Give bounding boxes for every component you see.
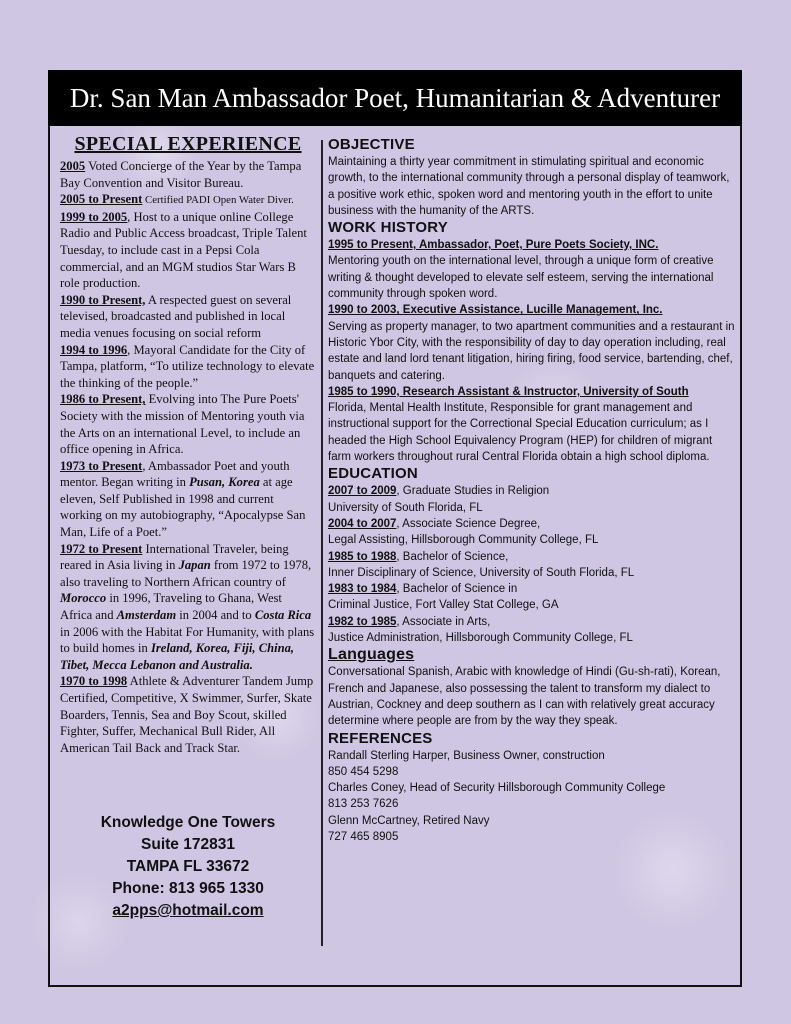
education-item bbox=[328, 549, 738, 565]
education-degree: , Graduate Studies in Religion bbox=[396, 485, 550, 498]
experience-text: in 2004 and to bbox=[176, 608, 255, 623]
frame-left-border bbox=[48, 126, 50, 986]
education-degree: , Associate Science Degree, bbox=[396, 517, 541, 530]
work-item-text: Serving as property manager, to two apartment communities and a restaurant in Historic Ybor City, with the responsibility of day to day operation including, real estate and land lord tenant litigation, hiring firing, food service, bartending, chef, banquets and catering. bbox=[328, 320, 735, 382]
work-item-text: Florida, Mental Health Institute, Responsible for grant management and instructional support for the Correctional Special Education curriculum; as I headed the High School Equivalency Program (HEP) for children of migrant farm workers throughout rural Central Florida obtain a high school diploma. bbox=[328, 402, 713, 464]
experience-year: 1973 to Present bbox=[60, 458, 143, 473]
education-year: 1985 to 1988 bbox=[328, 550, 397, 563]
experience-place: Ireland, Korea, Fiji, China, Tibet, Mecca Lebanon and Australia. bbox=[60, 641, 295, 672]
experience-entry bbox=[60, 209, 316, 292]
experience-year: 1986 to Present, bbox=[60, 392, 146, 407]
frame-bottom-border bbox=[48, 985, 742, 987]
reference-line: Glenn McCartney, Retired Navy bbox=[328, 814, 490, 827]
work-item-title: 1990 to 2003, Executive Assistance, Lucille Management, Inc. bbox=[328, 304, 663, 317]
experience-place: Amsterdam bbox=[116, 608, 177, 623]
experience-year: 2005 bbox=[60, 159, 86, 173]
experience-entry bbox=[60, 391, 316, 457]
education-item bbox=[328, 614, 738, 630]
experience-entry bbox=[60, 342, 316, 392]
experience-year: 2005 to Present bbox=[60, 192, 143, 207]
objective-text: Maintaining a thirty year commitment in stimulating spiritual and economic growth, to the international community through a personal display of teamwork, a positive work ethic, spoken word and mentoring youth in the effort to unite business with the humanity of the ARTS. bbox=[328, 156, 730, 217]
experience-entry bbox=[60, 292, 316, 342]
contact-building: Knowledge One Towers bbox=[100, 814, 276, 831]
education-degree: , Associate in Arts, bbox=[396, 615, 491, 628]
languages-heading: Languages bbox=[328, 646, 415, 664]
contact-block bbox=[60, 812, 316, 922]
special-experience-heading: SPECIAL EXPERIENCE bbox=[74, 133, 302, 155]
experience-place: Morocco bbox=[60, 591, 107, 606]
education-year: 1982 to 1985 bbox=[328, 615, 397, 628]
experience-text: International Traveler, being reared in Asia living in bbox=[60, 541, 289, 573]
experience-year: 1970 to 1998 bbox=[60, 674, 128, 689]
experience-text: Evolving into The Pure Poets' Society with the mission of Mentoring youth via the Arts on an international Level, to include an office opening in Africa. bbox=[60, 392, 305, 457]
education-degree: , Bachelor of Science in bbox=[396, 583, 518, 596]
experience-place: Pusan, Korea bbox=[189, 475, 260, 490]
education-item bbox=[328, 581, 738, 597]
page-title: Dr. San Man Ambassador Poet, Humanitarian & Adventurer bbox=[48, 70, 742, 126]
education-item bbox=[328, 483, 738, 499]
experience-year: 1999 to 2005 bbox=[60, 209, 128, 224]
experience-entry bbox=[60, 458, 316, 541]
reference-line: 813 253 7626 bbox=[328, 798, 399, 811]
reference-line: 727 465 8905 bbox=[328, 830, 399, 843]
education-item bbox=[328, 516, 738, 532]
experience-text: , Ambassador Poet and youth mentor. Began writing in bbox=[60, 458, 290, 490]
right-column bbox=[328, 136, 738, 845]
experience-text: A respected guest on several televised, broadcasted and published in local media venues focusing on social reform bbox=[60, 292, 292, 340]
contact-email-link[interactable]: a2pps@hotmail.com bbox=[112, 902, 264, 919]
education-school: Justice Administration, Hillsborough Community College, FL bbox=[328, 632, 633, 645]
work-item-text: Mentoring youth on the international level, through a unique form of creative writing & thought developed to elevate self esteem, serving the international community through spoken word. bbox=[328, 255, 714, 301]
experience-text: in 1996, Traveling to Ghana, West Africa and bbox=[60, 591, 282, 623]
education-school: University of South Florida, FL bbox=[328, 501, 483, 514]
column-divider bbox=[321, 140, 323, 946]
experience-text: Voted Concierge of the Year by the Tampa Bay Convention and Visitor Bureau. bbox=[60, 159, 302, 190]
experience-text: , Host to a unique online College Radio and Public Access broadcast, Triple Talent Tuesday, to include cast in a Pepsi Cola commercial, and an MGM studios Star Wars B role production. bbox=[60, 209, 307, 291]
objective-heading: OBJECTIVE bbox=[328, 136, 415, 153]
contact-phone: Phone: 813 965 1330 bbox=[112, 880, 264, 897]
reference-line: 850 454 5298 bbox=[328, 765, 399, 778]
experience-year: 1990 to Present, bbox=[60, 292, 146, 307]
experience-entry bbox=[60, 541, 316, 674]
special-experience-section bbox=[60, 133, 316, 756]
experience-text: at age eleven, Self Published in 1998 and current working on my autobiography, “Apocalypse San Man, Life of a Poet.” bbox=[60, 475, 306, 540]
experience-entry bbox=[60, 158, 316, 191]
education-school: Legal Assisting, Hillsborough Community College, FL bbox=[328, 534, 599, 547]
education-school: Criminal Justice, Fort Valley Stat College, GA bbox=[328, 599, 559, 612]
experience-text: from 1972 to 1978, also traveling to Northern African country of bbox=[60, 558, 312, 589]
work-item-title: 1985 to 1990, Research Assistant & Instructor, University of South bbox=[328, 385, 689, 398]
languages-text: Conversational Spanish, Arabic with knowledge of Hindi (Gu-sh-rati), Korean, French and Japanese, also possessing the talent to transform my dialect to Austrian, Cockney and deep southern as I can with relatively great accuracy determine where people are from by the way they speak. bbox=[328, 666, 721, 728]
experience-place: Costa Rica bbox=[254, 608, 312, 623]
experience-entry bbox=[60, 673, 316, 756]
reference-line: Charles Coney, Head of Security Hillsborough Community College bbox=[328, 782, 666, 795]
experience-text: Certified PADI Open Water Diver. bbox=[142, 194, 294, 207]
experience-year: 1994 to 1996 bbox=[60, 342, 128, 357]
experience-text: Athlete & Adventurer Tandem Jump Certified, Competitive, X Swimmer, Surfer, Skate Boarders, Tennis, Sea and Boy Scout, skilled Fighter, Suffer, Mechanical Bull Rider, All American Tail Back and Track Star. bbox=[60, 674, 314, 755]
references-heading: REFERENCES bbox=[328, 729, 433, 747]
work-item-title: 1995 to Present, Ambassador, Poet, Pure Poets Society, INC. bbox=[328, 239, 659, 252]
contact-suite: Suite 172831 bbox=[141, 836, 235, 853]
contact-city: TAMPA FL 33672 bbox=[126, 858, 250, 875]
experience-text: in 2006 with the Habitat For Humanity, with plans to build homes in bbox=[60, 624, 315, 656]
experience-place: Japan bbox=[178, 558, 211, 573]
education-year: 2004 to 2007 bbox=[328, 517, 397, 530]
experience-text: , Mayoral Candidate for the City of Tampa, platform, “To utilize technology to elevate the thinking of the people.” bbox=[60, 342, 315, 390]
frame-right-border bbox=[740, 126, 742, 986]
experience-entry bbox=[60, 191, 316, 209]
education-heading: EDUCATION bbox=[328, 465, 418, 483]
work-history-heading: WORK HISTORY bbox=[328, 219, 448, 237]
education-year: 2007 to 2009 bbox=[328, 485, 397, 498]
education-degree: , Bachelor of Science, bbox=[396, 550, 509, 563]
education-school: Inner Disciplinary of Science, University of South Florida, FL bbox=[328, 566, 635, 579]
education-year: 1983 to 1984 bbox=[328, 583, 397, 596]
reference-line: Randall Sterling Harper, Business Owner, construction bbox=[328, 749, 605, 762]
experience-year: 1972 to Present bbox=[60, 541, 143, 556]
